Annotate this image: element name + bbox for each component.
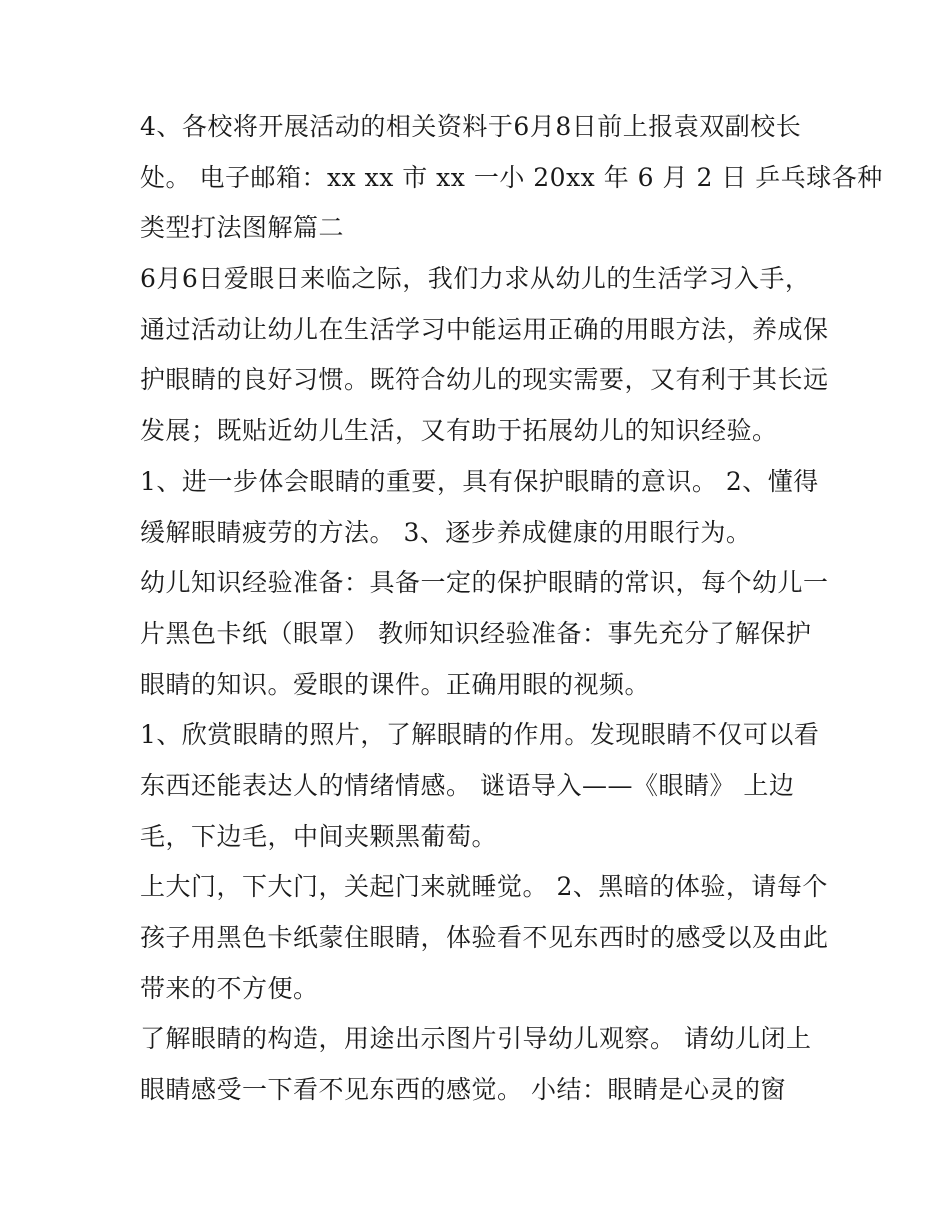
text-line: 眼睛的知识。爱眼的课件。正确用眼的视频。 <box>140 669 651 699</box>
text-line: 带来的不方便。 <box>140 973 319 1003</box>
text-line: 缓解眼睛疲劳的方法。 3、逐步养成健康的用眼行为。 <box>140 517 752 547</box>
text-line: 1、欣赏眼睛的照片，了解眼睛的作用。发现眼睛不仅可以看 <box>140 720 820 750</box>
text-line: 幼儿知识经验准备：具备一定的保护眼睛的常识，每个幼儿一 <box>140 568 829 598</box>
text-line: 片黑色卡纸（眼罩） 教师知识经验准备：事先充分了解保护 <box>140 618 812 648</box>
text-line: 1、进一步体会眼睛的重要，具有保护眼睛的意识。 2、懂得 <box>140 466 819 496</box>
text-line: 类型打法图解篇二 <box>140 213 345 243</box>
text-line: 6月6日爱眼日来临之际，我们力求从幼儿的生活学习入手， <box>140 264 811 294</box>
document-body <box>140 102 883 1116</box>
text-line: 4、各校将开展活动的相关资料于6月8日前上报袁双副校长 <box>140 112 802 141</box>
text-line: 眼睛感受一下看不见东西的感觉。 小结：眼睛是心灵的窗 <box>140 1075 786 1105</box>
text-line: 通过活动让幼儿在生活学习中能运用正确的用眼方法，养成保 <box>140 314 829 344</box>
text-line: 护眼睛的良好习惯。既符合幼儿的现实需要，又有利于其长远 <box>140 365 829 395</box>
text-line: 发展；既贴近幼儿生活，又有助于拓展幼儿的知识经验。 <box>140 416 778 446</box>
text-line: 孩子用黑色卡纸蒙住眼睛，体验看不见东西时的感受以及由此 <box>140 923 829 952</box>
text-line: 处。 电子邮箱：xx xx 市 xx 一小 20xx 年 6 月 2 日 乒乓球各种 <box>140 162 883 192</box>
text-line: 了解眼睛的构造，用途出示图片引导幼儿观察。 请幼儿闭上 <box>140 1024 812 1054</box>
text-line: 毛，下边毛，中间夹颗黑葡萄。 <box>140 821 498 851</box>
text-line: 东西还能表达人的情绪情感。 谜语导入——《眼睛》 上边 <box>140 770 795 800</box>
text-line: 上大门，下大门，关起门来就睡觉。 2、黑暗的体验，请每个 <box>140 872 828 902</box>
